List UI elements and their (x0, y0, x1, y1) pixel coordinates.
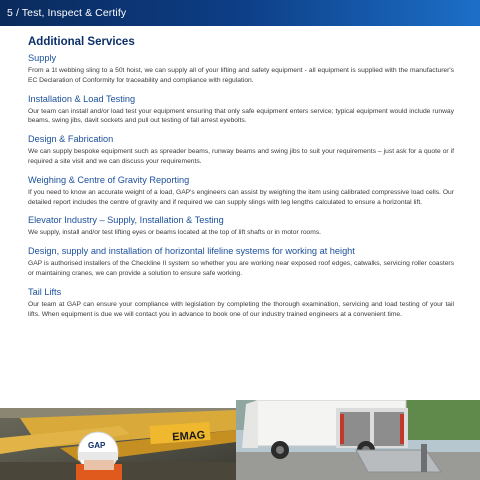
tail-lift-van-photo (236, 400, 480, 480)
van-photo-illustration (236, 400, 480, 480)
section-design (28, 134, 454, 167)
page-title: Additional Services (28, 36, 135, 48)
section-body: Our team at GAP can ensure your compliance with legislation by completing the thorough examination, servicing and load testing of your tail lifts. When equipment is due we will contact you in advance to book one of our industry trained engineers at a convenient time. (28, 300, 454, 318)
section-supply (28, 53, 454, 86)
section-heading: Supply (28, 53, 57, 63)
section-tail-lifts (28, 287, 454, 320)
crane-photo-illustration (0, 408, 236, 480)
section-body: We supply, install and/or test lifting eyes or beams located at the top of lift shafts or in motor rooms. (28, 229, 322, 237)
section-elevator (28, 215, 454, 238)
section-heading: Elevator Industry – Supply, Installation & Testing (28, 215, 224, 226)
crane-engineer-photo (0, 408, 236, 480)
header-breadcrumb: 5 / Test, Inspect & Certify (7, 7, 127, 19)
page-header (0, 0, 480, 26)
section-weighing (28, 175, 454, 208)
section-body: From a 1t webbing sling to a 50t hoist, we can supply all of your lifting and safety equipment - all equipment is supplied with the manufacturer's EC Declaration of Conformity for traceability and compliance with regulation. (28, 67, 454, 84)
crane-brand-label: EMAG (171, 429, 206, 444)
section-heading: Design, supply and installation of horizontal lifeline systems for working at height (28, 246, 355, 257)
section-lifeline (28, 246, 454, 279)
section-heading: Tail Lifts (28, 286, 62, 297)
section-body: GAP is authorised installers of the Checkline II system so whether you are working near exposed roof edges, catwalks, servicing roller coasters or maintaining cranes, we can provide a solution to ensure safe working. (28, 260, 454, 277)
section-body: If you need to know an accurate weight of a load, GAP's engineers can assist by weighing the item using calibrated compressive load cells. Our detailed report includes the centre of gravity and if required we can supply slings with leg lengths calculated to ensure a horizontal lift. (28, 188, 454, 206)
section-body: We can supply bespoke equipment such as spreader beams, runway beams and swing jibs to suit your requirements – just ask for a quote or if required a site visit and we can discuss your requirements. (28, 148, 454, 165)
main-content (28, 34, 454, 327)
helmet-logo-text: GAP (88, 441, 106, 450)
photo-strip (0, 400, 480, 480)
section-heading: Design & Fabrication (28, 134, 114, 145)
section-body: Our team can install and/or load test your equipment ensuring that only safe equipment enters service; typical equipment would include runway beams, swing jibs, davit sockets and pull out testing of fall arrest eyebolts. (28, 107, 454, 125)
section-installation (28, 94, 454, 127)
section-heading: Weighing & Centre of Gravity Reporting (28, 174, 190, 185)
section-heading: Installation & Load Testing (28, 93, 136, 104)
